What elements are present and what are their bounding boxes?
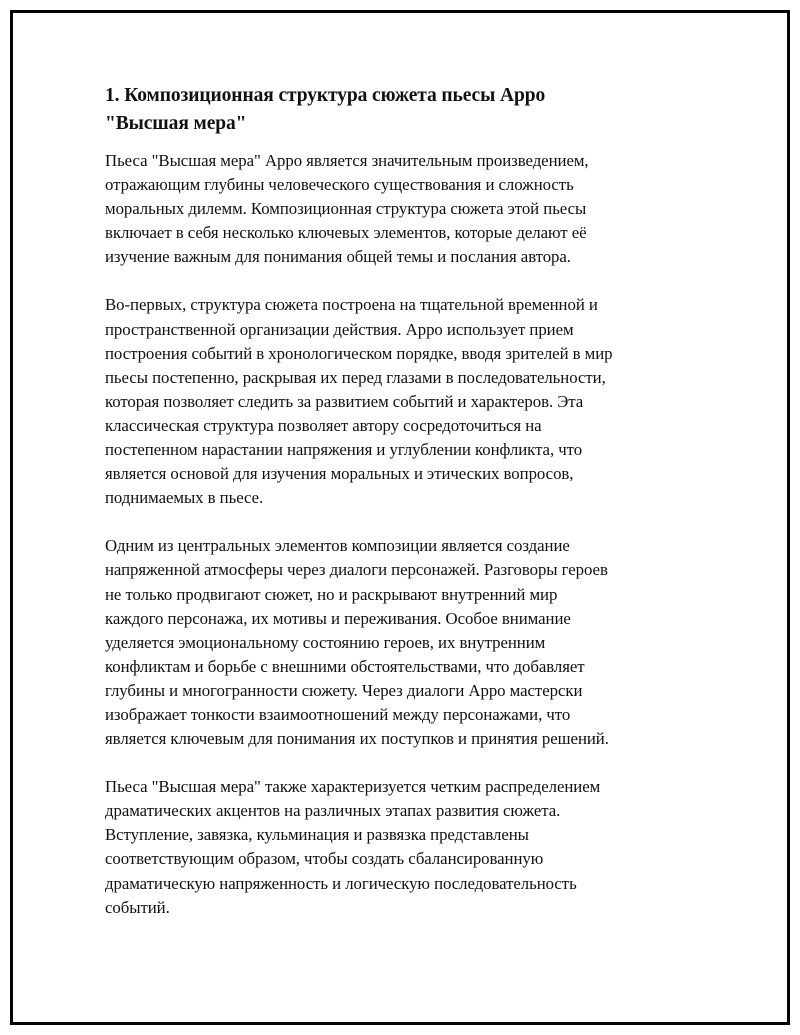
section-heading	[105, 82, 685, 138]
paragraph-line: каждого персонажа, их мотивы и переживания. Особое внимание	[105, 608, 571, 628]
paragraph-line: Во-первых, структура сюжета построена на тщательной временной и	[105, 295, 598, 315]
paragraph-line: пространственной организации действия. Арро использует прием	[105, 319, 574, 339]
paragraph-line: является основой для изучения моральных и этических вопросов,	[105, 464, 574, 484]
heading-line: "Высшая мера"	[105, 113, 247, 134]
paragraph-line: является ключевым для понимания их поступков и принятия решений.	[105, 729, 609, 749]
paragraph-line: которая позволяет следить за развитием событий и характеров. Эта	[105, 391, 584, 411]
heading-line: 1. Композиционная структура сюжета пьесы Арро	[105, 85, 546, 106]
paragraph-line: соответствующим образом, чтобы создать сбалансированную	[105, 849, 544, 869]
paragraph-line: построения событий в хронологическом порядке, вводя зрителей в мир	[105, 343, 613, 363]
paragraph-line: напряженной атмосферы через диалоги персонажей. Разговоры героев	[105, 560, 608, 580]
paragraph-list	[105, 149, 685, 920]
paragraph-line: включает в себя несколько ключевых элементов, которые делают её	[105, 223, 587, 243]
paragraph-line: изучение важным для понимания общей темы и послания автора.	[105, 247, 571, 267]
paragraph-line: Пьеса "Высшая мера" Арро является значительным произведением,	[105, 151, 589, 170]
paragraph-line: драматических акцентов на различных этапах развития сюжета.	[105, 801, 561, 821]
paragraph-line: конфликтам и борьбе с внешними обстоятельствами, что добавляет	[105, 656, 585, 676]
paragraph-line: поднимаемых в пьесе.	[105, 488, 264, 508]
paragraph	[105, 775, 685, 920]
paragraph-line: моральных дилемм. Композиционная структура сюжета этой пьесы	[105, 199, 587, 219]
paragraph-line: драматическую напряженность и логическую последовательность	[105, 873, 577, 893]
paragraph-line: отражающим глубины человеческого существования и сложность	[105, 175, 574, 195]
paragraph-line: событий.	[105, 897, 170, 917]
paragraph-line: изображает тонкости взаимоотношений между персонажами, что	[105, 704, 571, 724]
paragraph-line: Вступление, завязка, кульминация и развязка представлены	[105, 825, 529, 845]
paragraph-line: глубины и многогранности сюжету. Через диалоги Арро мастерски	[105, 680, 583, 700]
paragraph-line: не только продвигают сюжет, но и раскрывают внутренний мир	[105, 584, 558, 604]
paragraph-line: Пьеса "Высшая мера" также характеризуется четким распределением	[105, 777, 601, 797]
paragraph	[105, 149, 685, 269]
paragraph-line: пьесы постепенно, раскрывая их перед глазами в последовательности,	[105, 367, 606, 387]
paragraph-line: классическая структура позволяет автору сосредоточиться на	[105, 415, 542, 435]
document-body	[105, 82, 685, 944]
paragraph-line: уделяется эмоциональному состоянию героев, их внутренним	[105, 632, 546, 652]
paragraph-line: Одним из центральных элементов композиции является создание	[105, 536, 570, 556]
paragraph-line: постепенном нарастании напряжения и углублении конфликта, что	[105, 440, 583, 460]
paragraph	[105, 534, 685, 751]
paragraph	[105, 293, 685, 510]
